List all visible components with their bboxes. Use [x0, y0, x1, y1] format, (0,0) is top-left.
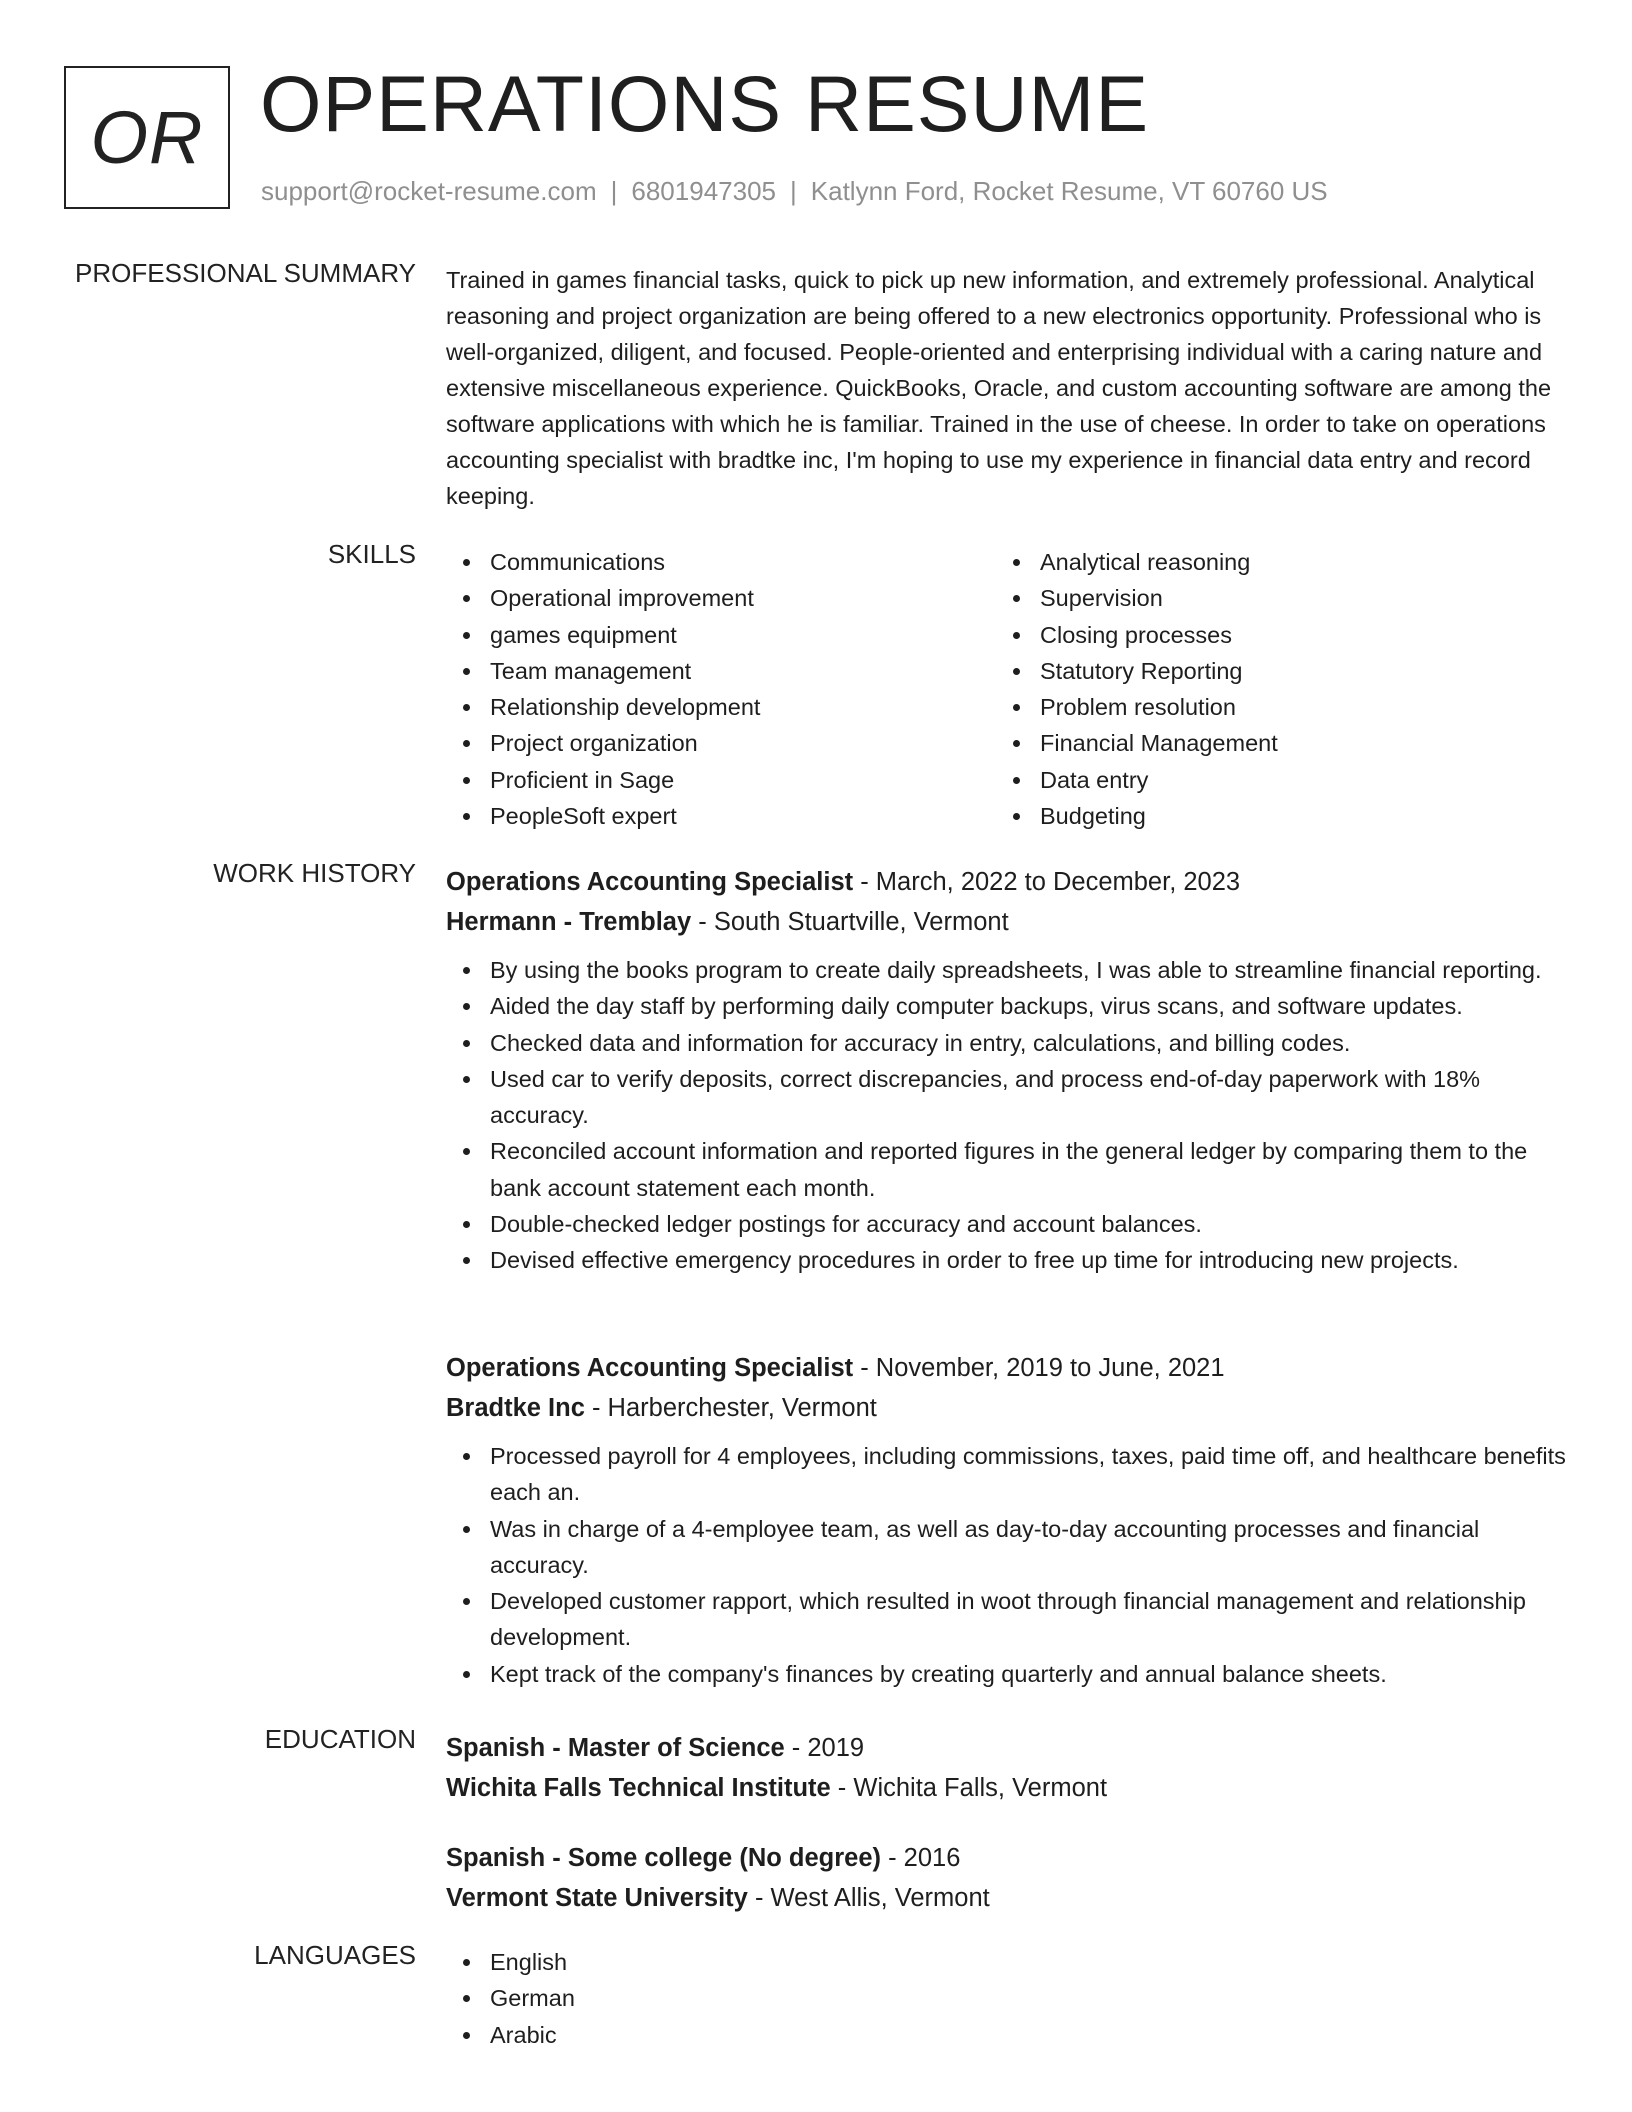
job-bullet: Devised effective emergency procedures in order to free up time for introducing new projects.	[446, 1242, 1566, 1278]
job-company: Hermann - Tremblay	[446, 908, 692, 936]
job-bullet: Developed customer rapport, which resulted in woot through financial management and relationship development.	[446, 1583, 1566, 1656]
skill-item: Budgeting	[996, 798, 1546, 834]
monogram-badge	[64, 66, 230, 209]
job-company-line	[446, 902, 1566, 942]
job-bullet: By using the books program to create daily spreadsheets, I was able to streamline financial reporting.	[446, 952, 1566, 988]
education-entry	[446, 1728, 1566, 1808]
job-bullet: Kept track of the company's finances by creating quarterly and annual balance sheets.	[446, 1656, 1566, 1692]
contact-line	[261, 176, 1328, 207]
page-title: OPERATIONS RESUME	[260, 59, 1150, 148]
contact-email[interactable]: support@rocket-resume.com	[261, 176, 597, 206]
job-bullet: Checked data and information for accuracy in entry, calculations, and billing codes.	[446, 1025, 1566, 1061]
skill-item: Closing processes	[996, 617, 1546, 653]
job-location: - Harberchester, Vermont	[584, 1394, 877, 1422]
job-entry	[446, 1348, 1566, 1692]
job-bullet: Aided the day staff by performing daily computer backups, virus scans, and software updates.	[446, 988, 1566, 1024]
section-label-education: EDUCATION	[264, 1724, 416, 1754]
contact-separator: |	[610, 176, 618, 206]
skill-item: Data entry	[996, 762, 1546, 798]
section-label-summary: PROFESSIONAL SUMMARY	[75, 258, 416, 288]
education-school-line	[446, 1878, 1566, 1918]
job-title: Operations Accounting Specialist	[446, 1354, 854, 1382]
job-title: Operations Accounting Specialist	[446, 868, 854, 896]
job-bullet: Reconciled account information and reported figures in the general ledger by comparing them to the bank account statement each month.	[446, 1133, 1566, 1206]
skill-item: Financial Management	[996, 725, 1546, 761]
skills-column-right	[996, 544, 1546, 834]
section-label-skills: SKILLS	[327, 539, 416, 569]
education-degree-line	[446, 1838, 1566, 1878]
job-title-line	[446, 1348, 1566, 1388]
job-bullet: Double-checked ledger postings for accuracy and account balances.	[446, 1206, 1566, 1242]
skill-item: Project organization	[446, 725, 996, 761]
job-location: - South Stuartville, Vermont	[691, 908, 1009, 936]
education-degree: Spanish - Some college (No degree)	[446, 1844, 882, 1872]
skill-item: Relationship development	[446, 689, 996, 725]
education-degree: Spanish - Master of Science	[446, 1734, 785, 1762]
education-entry	[446, 1838, 1566, 1918]
language-item: Arabic	[446, 2017, 1566, 2053]
skills-column-left	[446, 544, 996, 834]
skill-item: Statutory Reporting	[996, 653, 1546, 689]
education-year: - 2019	[784, 1734, 865, 1762]
job-dates: - November, 2019 to June, 2021	[853, 1354, 1225, 1382]
education-location: - Wichita Falls, Vermont	[830, 1774, 1108, 1802]
job-entry	[446, 862, 1566, 1279]
skill-item: PeopleSoft expert	[446, 798, 996, 834]
education-school: Vermont State University	[446, 1884, 748, 1912]
education-school-line	[446, 1768, 1566, 1808]
job-company-line	[446, 1388, 1566, 1428]
job-title-line	[446, 862, 1566, 902]
section-label-languages: LANGUAGES	[254, 1940, 416, 1970]
job-dates: - March, 2022 to December, 2023	[853, 868, 1241, 896]
languages-list	[446, 1944, 1566, 2053]
contact-address: Katlynn Ford, Rocket Resume, VT 60760 US	[810, 176, 1328, 206]
skill-item: Supervision	[996, 580, 1546, 616]
section-label-work: WORK HISTORY	[213, 858, 416, 888]
education-degree-line	[446, 1728, 1566, 1768]
job-bullets	[446, 1438, 1566, 1692]
skill-item: Communications	[446, 544, 996, 580]
contact-phone[interactable]: 6801947305	[631, 176, 776, 206]
skills-list	[446, 544, 1566, 834]
skill-item: Analytical reasoning	[996, 544, 1546, 580]
job-company: Bradtke Inc	[446, 1394, 585, 1422]
job-bullet: Used car to verify deposits, correct discrepancies, and process end-of-day paperwork with 18% accuracy.	[446, 1061, 1566, 1134]
monogram-text: OR	[90, 96, 204, 179]
language-item: German	[446, 1980, 1566, 2016]
education-school: Wichita Falls Technical Institute	[446, 1774, 831, 1802]
job-bullet: Was in charge of a 4-employee team, as well as day-to-day accounting processes and financial accuracy.	[446, 1511, 1566, 1584]
contact-separator: |	[790, 176, 797, 206]
job-bullets	[446, 952, 1566, 1279]
skill-item: Team management	[446, 653, 996, 689]
skill-item: Proficient in Sage	[446, 762, 996, 798]
language-item: English	[446, 1944, 1566, 1980]
summary-text: Trained in games financial tasks, quick to pick up new information, and extremely professional. Analytical reasoning and project organization are being offered to a new electronics opportunity. Professional who is well-organized, diligent, and focused. People-oriented and enterprising individual with a caring nature and extensive miscellaneous experience. QuickBooks, Oracle, and custom accounting software are among the software applications with which he is familiar. Trained in the use of cheese. In order to take on operations accounting specialist with bradtke inc, I'm hoping to use my experience in financial data entry and record keeping.	[446, 267, 1552, 509]
skill-item: Problem resolution	[996, 689, 1546, 725]
skill-item: games equipment	[446, 617, 996, 653]
education-year: - 2016	[881, 1844, 961, 1872]
job-bullet: Processed payroll for 4 employees, including commissions, taxes, paid time off, and healthcare benefits each an.	[446, 1438, 1566, 1511]
education-location: - West Allis, Vermont	[747, 1884, 990, 1912]
skill-item: Operational improvement	[446, 580, 996, 616]
